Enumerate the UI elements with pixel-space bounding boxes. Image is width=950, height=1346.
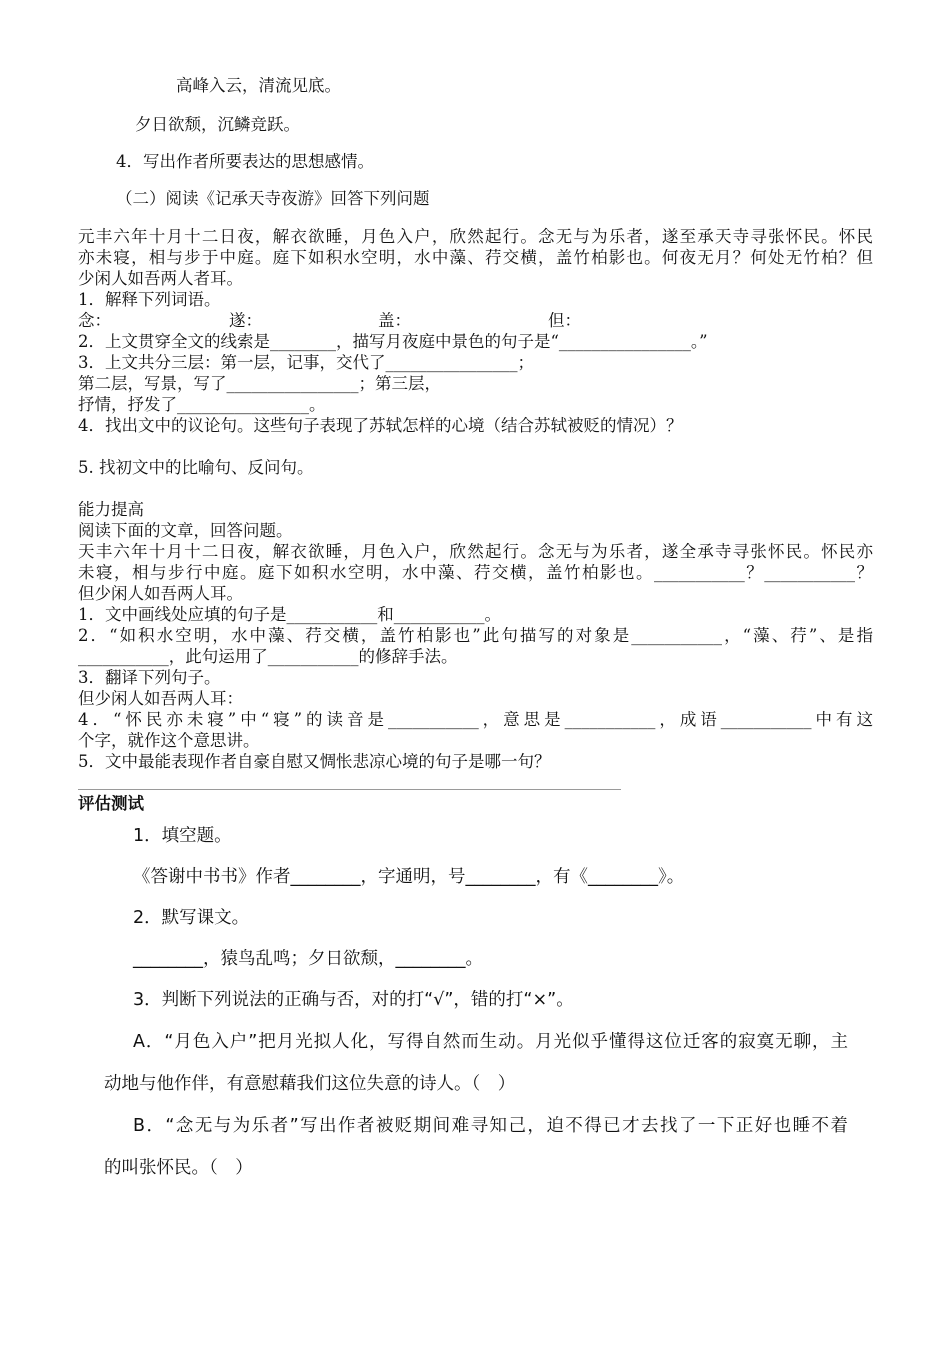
eval-title: 评估测试 — [78, 794, 144, 813]
eval-item-3: 3．判断下列说法的正确与否，对的打“√”，错的打“×”。 — [133, 990, 574, 1010]
ability-question-1: 1．文中画线处应填的句子是___________和___________。 — [78, 605, 501, 624]
word-gai: 盖： — [378, 311, 411, 330]
ability-question-2: 2．“如积水空明，水中藻、荇交横，盖竹柏影也”此句描写的对象是___________，“藻、荇”、是指 — [78, 626, 873, 645]
passage1-line-2: 亦未寝，相与步于中庭。庭下如积水空明，水中藻、荇交横，盖竹柏影也。何夜无月？何处无竹柏？但 — [78, 248, 873, 267]
question-3-line-3: 抒情，抒发了________________。 — [78, 395, 326, 414]
question-5: 5. 找初文中的比喻句、反问句。 — [78, 458, 314, 477]
ability-question-2-line-2: ___________，此句运用了___________的修辞手法。 — [78, 647, 458, 666]
ability-passage-line-3: 但少闲人如吾两人耳。 — [78, 584, 243, 603]
ability-passage-line-1: 天丰六年十月十二日夜，解衣欲睡，月色入户，欣然起行。念无与为乐者，遂全承寺寻张怀民。怀民亦 — [78, 542, 873, 561]
top-line-1: 高峰入云，清流见底。 — [176, 76, 341, 95]
ability-passage-line-2: 未寝，相与步行中庭。庭下如积水空明，水中藻、荇交横，盖竹柏影也。___________？___________？ — [78, 563, 873, 582]
question-3-line-2: 第二层，写景，写了________________；第三层， — [78, 374, 441, 393]
ability-question-3: 3．翻译下列句子。 — [78, 668, 221, 687]
top-line-2: 夕日欲颓，沉鳞竞跃。 — [135, 115, 300, 134]
word-sui: 遂： — [229, 311, 262, 330]
word-dan: 但： — [548, 311, 581, 330]
eval-item-1-blank: 《答谢中书书》作者________，字通明，号________，有《________》。 — [133, 867, 685, 887]
passage1-line-1: 元丰六年十月十二日夜，解衣欲睡，月色入户，欣然起行。念无与为乐者，遂至承天寺寻张怀民。怀民 — [78, 227, 873, 246]
eval-statement-b-line-2: 的叫张怀民。（ ） — [104, 1158, 253, 1178]
ability-question-4: 4．“怀民亦未寝”中“寝”的读音是___________，意思是___________，成语___________中有这 — [78, 710, 873, 729]
ability-title: 能力提高 — [78, 500, 144, 519]
section-divider — [78, 789, 621, 790]
ability-question-3-sentence: 但少闲人如吾两人耳： — [78, 689, 243, 708]
ability-question-5: 5．文中最能表现作者自豪自慰又惆怅悲凉心境的句子是哪一句？ — [78, 752, 551, 771]
ability-question-4-line-2: 个字，就作这个意思讲。 — [78, 731, 260, 750]
question-4: 4．找出文中的议论句。这些句子表现了苏轼怎样的心境（结合苏轼被贬的情况）？ — [78, 416, 683, 435]
eval-statement-a-line-2: 动地与他作伴，有意慰藉我们这位失意的诗人。（ ） — [104, 1074, 516, 1094]
eval-item-2-blank: ________，猿鸟乱鸣；夕日欲颓，________。 — [133, 949, 483, 969]
ability-intro: 阅读下面的文章，回答问题。 — [78, 521, 293, 540]
question-1: 1．解释下列词语。 — [78, 290, 221, 309]
eval-statement-a: A．“月色入户”把月光拟人化，写得自然而生动。月光似乎懂得这位迁客的寂寞无聊，主 — [133, 1032, 848, 1052]
eval-statement-b: B．“念无与为乐者”写出作者被贬期间难寻知己，迫不得已才去找了一下正好也睡不着 — [133, 1116, 848, 1136]
passage1-line-3: 少闲人如吾两人者耳。 — [78, 269, 243, 288]
question-3: 3．上文共分三层：第一层，记事，交代了________________； — [78, 353, 534, 372]
top-line-3: 4．写出作者所要表达的思想感情。 — [116, 152, 374, 171]
section-heading: （二）阅读《记承天寺夜游》回答下列问题 — [116, 189, 430, 208]
question-2: 2．上文贯穿全文的线索是________，描写月夜庭中景色的句子是“________________。” — [78, 332, 708, 351]
word-nian: 念： — [78, 311, 111, 330]
eval-item-1: 1．填空题。 — [133, 826, 232, 846]
eval-item-2: 2．默写课文。 — [133, 908, 250, 928]
